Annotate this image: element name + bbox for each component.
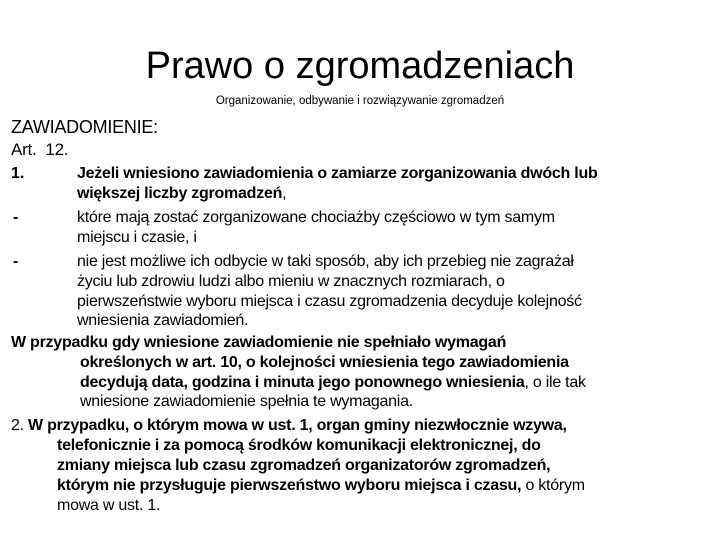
item-number: 1. [11,165,25,182]
slide-title: Prawo o zgromadzeniach [145,45,575,87]
bold-text: którym nie przysługuje pierwszeństwo wyboru miejsca i czasu, [57,477,522,494]
bold-text: określonych w art. 10, o kolejności wniesienia tego zawiadomienia [80,354,569,371]
text: miejscu i czasie, i [77,229,197,246]
body-line [57,496,160,516]
body-line [57,476,585,496]
text: nie jest możliwe ich odbycie w taki sposób, aby ich przebieg nie zagrażał [77,253,574,270]
body-line [77,272,505,292]
text: o którym [521,477,585,494]
text: , [282,185,287,202]
bold-text: W przypadku gdy wniesione zawiadomienie nie spełniało wymagań [11,334,507,351]
article-number: Art. 12. [11,140,69,159]
body-line [77,164,598,184]
bold-text: większej liczby zgromadzeń [77,185,283,202]
body-line [77,311,248,331]
dash-marker: - [13,209,19,226]
bold-text: Jeżeli wniesiono zawiadomienia o zamiarze zorganizowania dwóch lub [77,165,598,182]
body-line [77,228,197,248]
bold-text: decydują data, godzina i minuta jego ponownego wniesienia [80,374,525,391]
body-line [77,252,574,272]
body-line [11,416,567,436]
section-heading: ZAWIADOMIENIE: [11,117,158,137]
body-line [57,436,541,456]
body-line [77,292,582,312]
text: które mają zostać zorganizowane chociażby częściowo w tym samym [77,209,555,226]
text: 2. [11,417,29,434]
dash-marker: - [13,253,19,270]
body-line [57,456,550,476]
slide-subtitle [0,95,720,107]
text: wniesione zawiadomienie spełnia te wymagania. [80,393,413,410]
bold-text: zmiany miejsca lub czasu zgromadzeń organizatorów zgromadzeń, [57,457,551,474]
text: wniesienia zawiadomień. [77,312,249,329]
text: pierwszeństwie wyboru miejsca i czasu zgromadzenia decyduje kolejność [77,293,582,310]
text: mowa w ust. 1. [57,497,161,514]
bold-text: telefonicznie i za pomocą środków komunikacji elektronicznej, do [57,437,541,454]
body-line [77,208,555,228]
subtitle-text: Organizowanie, odbywanie i rozwiązywanie zgromadzeń [215,95,505,107]
text: życiu lub zdrowiu ludzi albo mieniu w znacznych rozmiarach, o [77,273,505,290]
body-line [80,373,586,393]
bold-text: W przypadku, o którym mowa w ust. 1, organ gminy niezwłocznie wzywa, [28,417,567,434]
body-line [11,333,506,353]
body-line [80,392,413,412]
body-line [77,184,286,204]
text: , o ile tak [524,374,586,391]
body-line [80,353,569,373]
